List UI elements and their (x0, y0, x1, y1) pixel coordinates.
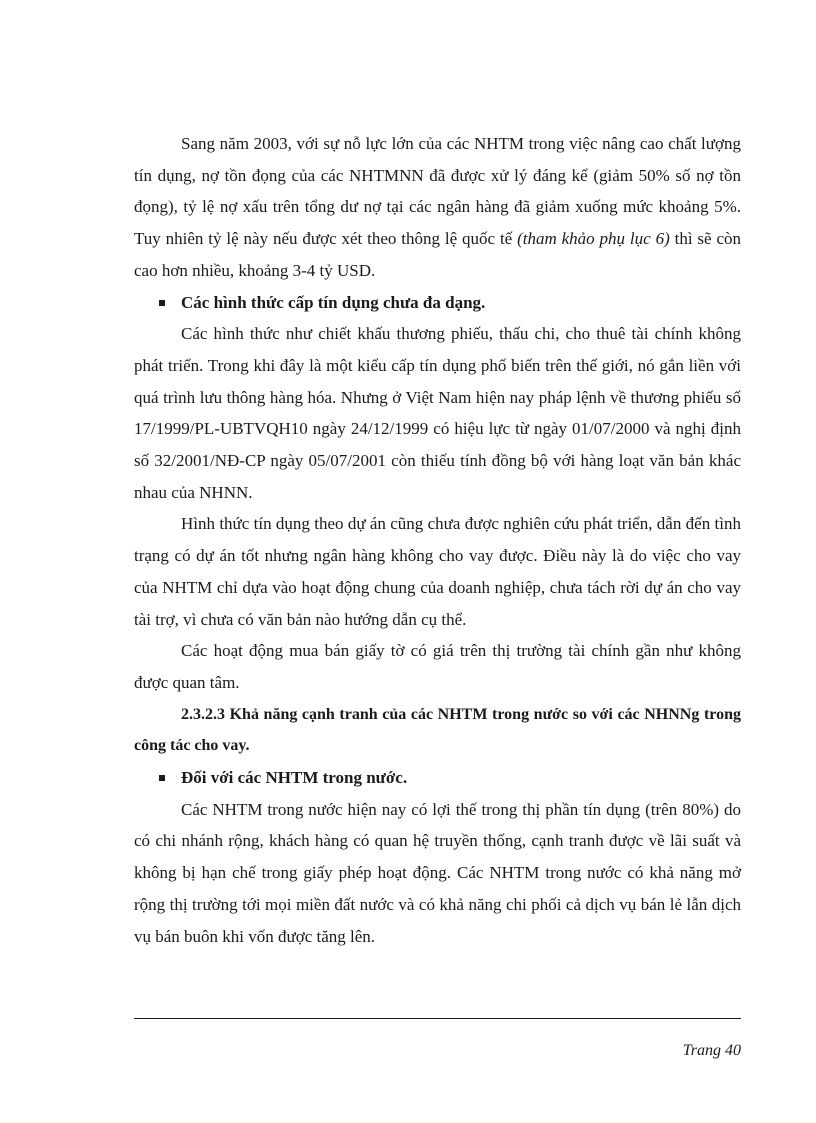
bullet-heading-credit-forms-text: Các hình thức cấp tín dụng chưa đa dạng. (181, 292, 486, 312)
paragraph-credit-quality-text: Sang năm 2003, với sự nỗ lực lớn của các NHTM trong việc nâng cao chất lượng tín dụng, nợ tồn đọng của các NHTMNN đã được xử lý đáng kể (giảm 50% số nợ tồn đọng), tỷ lệ nợ xấu trên tổng dư nợ tại các ngân hàng đã giảm xuống mức khoảng 5%. Tuy nhiên tỷ lệ này nếu được xét theo thông lệ quốc tế (134, 134, 741, 249)
square-bullet-icon (159, 775, 165, 781)
page-content (134, 128, 741, 952)
paragraph-credit-quality (134, 128, 741, 287)
bullet-heading-domestic-banks-text: Đối với các NHTM trong nước. (181, 768, 408, 788)
paragraph-project-credit: Hình thức tín dụng theo dự án cũng chưa được nghiên cứu phát triển, dẫn đến tình trạng có dự án tốt nhưng ngân hàng không cho vay được. Điều này là do việc cho vay của NHTM chỉ dựa vào hoạt động chung của doanh nghiệp, chưa tách rời dự án cho vay tài trợ, vì chưa có văn bản nào hướng dẫn cụ thể. (134, 514, 741, 629)
footer-divider (134, 1018, 741, 1019)
section-heading-competitiveness: 2.3.2.3 Khả năng cạnh tranh của các NHTM trong nước so với các NHNNg trong công tác cho vay. (134, 705, 741, 755)
paragraph-domestic-advantages: Các NHTM trong nước hiện nay có lợi thế trong thị phần tín dụng (trên 80%) do có chi nhánh rộng, khách hàng có quan hệ truyền thống, cạnh tranh được về lãi suất và không bị hạn chế trong giấy phép hoạt động. Các NHTM trong nước có khả năng mở rộng thị trường tới mọi miền đất nước và có khả năng chi phối cả dịch vụ bán lẻ lẫn dịch vụ bán buôn khi vốn được tăng lên. (134, 799, 741, 946)
appendix-reference: (tham khảo phụ lục 6) (517, 229, 670, 249)
square-bullet-icon (159, 300, 165, 306)
bullet-heading-credit-forms (134, 287, 741, 319)
paragraph-credit-forms: Các hình thức như chiết khấu thương phiếu, thấu chi, cho thuê tài chính không phát triển. Trong khi đây là một kiểu cấp tín dụng phổ biến trên thế giới, nó gắn liền với quá trình lưu thông hàng hóa. Nhưng ở Việt Nam hiện nay pháp lệnh về thương phiếu số 17/1999/PL-UBTVQH10 ngày 24/12/1999 có hiệu lực từ ngày 01/07/2000 và nghị định số 32/2001/NĐ-CP ngày 05/07/2001 còn thiếu tính đồng bộ với hàng loạt văn bản khác nhau của NHNN. (134, 324, 741, 502)
bullet-heading-domestic-banks (134, 762, 741, 794)
paragraph-credit-quality-tail: thì sẽ còn cao hơn nhiều, khoảng 3-4 tỷ USD. (134, 229, 742, 280)
page-number: Trang 40 (682, 1042, 741, 1059)
paragraph-securities-trading: Các hoạt động mua bán giấy tờ có giá trên thị trường tài chính gần như không được quan tâm. (134, 641, 741, 692)
